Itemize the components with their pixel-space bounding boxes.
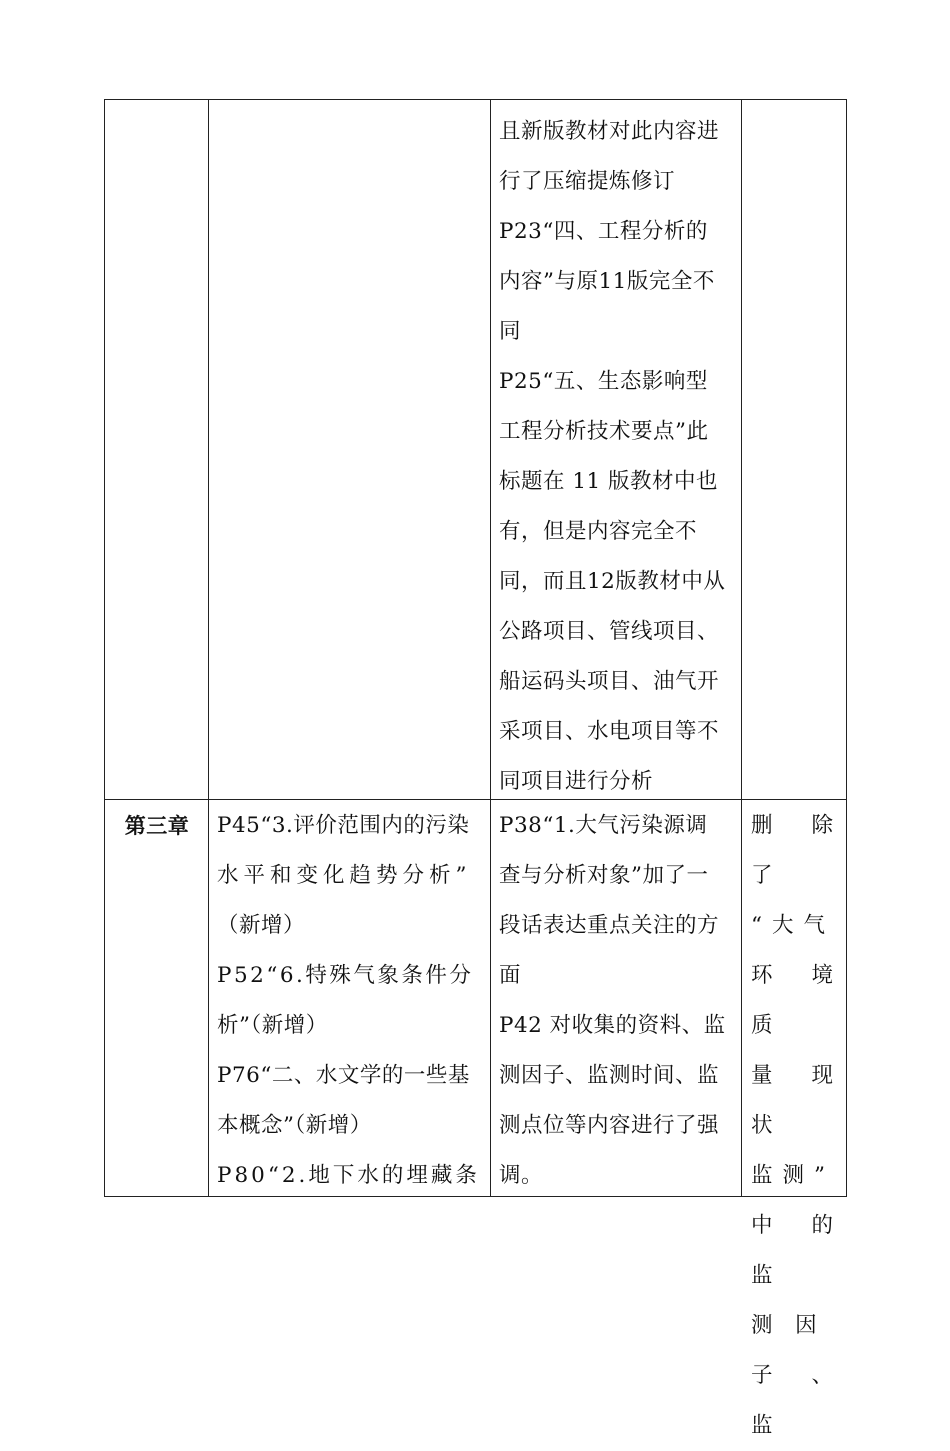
text-line: 量现状 <box>751 1063 843 1138</box>
text-line: 采项目、水电项目等不 <box>499 719 720 744</box>
text-line: 公路项目、管线项目、 <box>499 619 720 644</box>
text-line: P52“6.特殊气象条件分 <box>217 963 474 988</box>
text-line: 行了压缩提炼修订 <box>499 169 676 194</box>
chapter-label: 第三章 <box>124 814 190 838</box>
text-line: 船运码头项目、油气开 <box>499 669 720 694</box>
row1-changes-cell <box>499 107 735 807</box>
text-line: 水平和变化趋势分析” <box>217 863 472 888</box>
text-line: 同项目进行分析 <box>499 769 654 794</box>
column-divider <box>490 100 491 1196</box>
text-line: 环境质 <box>751 963 843 1038</box>
text-line: 调。 <box>499 1163 544 1188</box>
text-line: 删除了 <box>751 813 843 888</box>
text-line: 有，但是内容完全不 <box>499 519 698 544</box>
text-line: 子、监 <box>751 1363 843 1438</box>
row2-additions-cell <box>217 801 483 1201</box>
text-line: 且新版教材对此内容进 <box>499 119 720 144</box>
comparison-table <box>104 99 847 1438</box>
text-line: P42 对收集的资料、监 <box>499 1013 726 1038</box>
text-line: 面 <box>499 963 522 988</box>
text-line: 标题在 11 版教材中也 <box>499 469 719 494</box>
text-line: P76“二、水文学的一些基 <box>217 1063 470 1088</box>
text-line: 监测” <box>751 1163 835 1188</box>
text-line: P23“四、工程分析的 <box>499 219 708 244</box>
text-line: 中的监 <box>751 1213 843 1288</box>
text-line: （新增） <box>217 913 306 938</box>
text-line: “大气 <box>751 913 835 938</box>
row2-changes-cell <box>499 801 735 1201</box>
text-line: 本概念”（新增） <box>217 1113 372 1138</box>
text-line: P45“3.评价范围内的污染 <box>217 813 470 838</box>
text-line: 同 <box>499 319 522 344</box>
text-line: 测因子、监测时间、监 <box>499 1063 720 1088</box>
text-line: 查与分析对象”加了一 <box>499 863 709 888</box>
text-line: 内容”与原11版完全不 <box>499 269 715 294</box>
text-line: P25“五、生态影响型 <box>499 369 708 394</box>
text-line: 段话表达重点关注的方 <box>499 913 720 938</box>
text-line: 同，而且12版教材中从 <box>499 569 726 594</box>
column-divider <box>741 100 742 1196</box>
text-line: P38“1.大气污染源调 <box>499 813 708 838</box>
text-line: 工程分析技术要点”此 <box>499 419 709 444</box>
text-line: 测 因 <box>751 1313 820 1338</box>
text-line: 测点位等内容进行了强 <box>499 1113 720 1138</box>
text-line: P80“2.地下水的埋藏条 <box>217 1163 480 1188</box>
row2-deletions-cell <box>751 801 843 1451</box>
text-line: 析”（新增） <box>217 1013 328 1038</box>
column-divider <box>208 100 209 1196</box>
